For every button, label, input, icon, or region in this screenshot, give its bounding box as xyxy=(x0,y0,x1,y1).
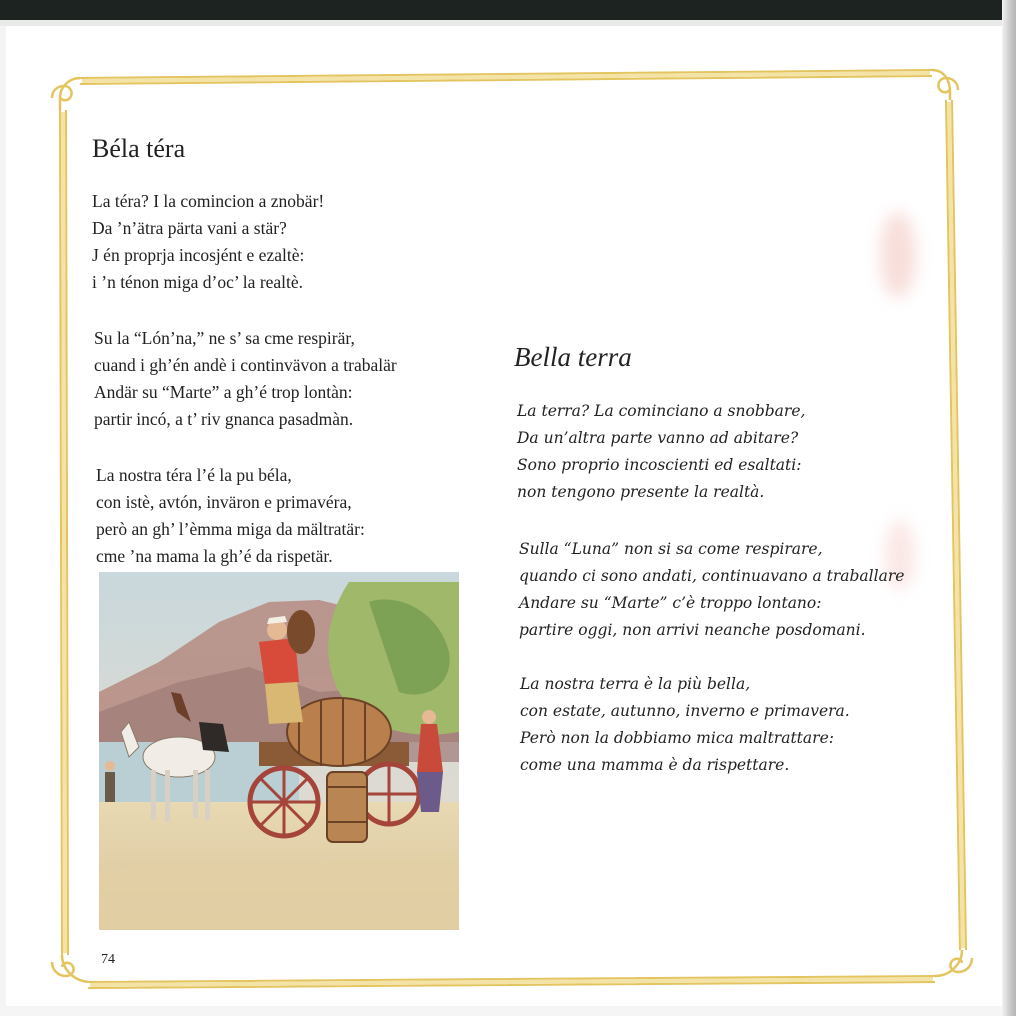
poem-line: però an gh’ l’èmma miga da mältratär: xyxy=(96,519,365,539)
page-number: 74 xyxy=(101,952,115,967)
poem-line: partir incó, a t’ riv gnanca pasadmàn. xyxy=(94,409,354,429)
poem-line: La terra? La cominciano a snobbare, xyxy=(517,402,806,420)
poem-title-dialect: Béla téra xyxy=(92,134,186,163)
poem-line: Su la “Lón’na,” ne s’ sa cme respirär, xyxy=(94,328,355,348)
poem-line: La téra? I la comincion a znobär! xyxy=(92,191,325,211)
italian-stanza-2 xyxy=(519,536,904,644)
poem-line: La nostra terra è la più bella, xyxy=(520,675,751,693)
poem-line: cuand i gh’én andè i continvävon a trabalär xyxy=(94,355,397,375)
poem-line: con istè, avtón, inväron e primavéra, xyxy=(96,492,352,512)
poem-title-italian: Bella terra xyxy=(514,342,632,372)
poem-line: quando ci sono andati, continuavano a traballare xyxy=(519,567,905,585)
poem-line: Sulla “Luna” non si sa come respirare, xyxy=(519,540,823,558)
poem-line: Da ’n’ätra pärta vani a stär? xyxy=(92,218,287,238)
poem-line: La nostra téra l’é la pu béla, xyxy=(96,465,292,485)
poem-line: cme ’na mama la gh’é da rispetär. xyxy=(96,546,333,566)
poem-line: non tengono presente la realtà. xyxy=(517,483,765,501)
bystander-figure xyxy=(105,761,115,802)
poem-line: partire oggi, non arrivi neanche posdomani. xyxy=(519,621,866,639)
illustration-wine-cart xyxy=(99,572,459,930)
italian-stanza-1 xyxy=(517,398,805,506)
poem-line: con estate, autunno, inverno e primavera. xyxy=(520,702,850,720)
poem-line: Sono proprio incoscienti ed esaltati: xyxy=(517,456,802,474)
poem-line: Però non la dobbiamo mica maltrattare: xyxy=(520,729,834,747)
poem-line: come una mamma è da rispettare. xyxy=(520,756,790,774)
dialect-stanza-2 xyxy=(94,325,397,433)
poem-line: Andare su “Marte” c’è troppo lontano: xyxy=(519,594,822,612)
poem-line: i ’n ténon miga d’oc’ la realtè. xyxy=(92,272,304,292)
poem-line: Andär su “Marte” a gh’é trop lontàn: xyxy=(94,382,353,402)
dialect-stanza-1 xyxy=(92,188,324,296)
italian-stanza-3 xyxy=(520,671,850,779)
poem-line: Da un’altra parte vanno ad abitare? xyxy=(517,429,799,447)
poem-line: J én proprja incosjént e ezaltè: xyxy=(92,245,305,265)
dialect-stanza-3 xyxy=(96,462,365,570)
